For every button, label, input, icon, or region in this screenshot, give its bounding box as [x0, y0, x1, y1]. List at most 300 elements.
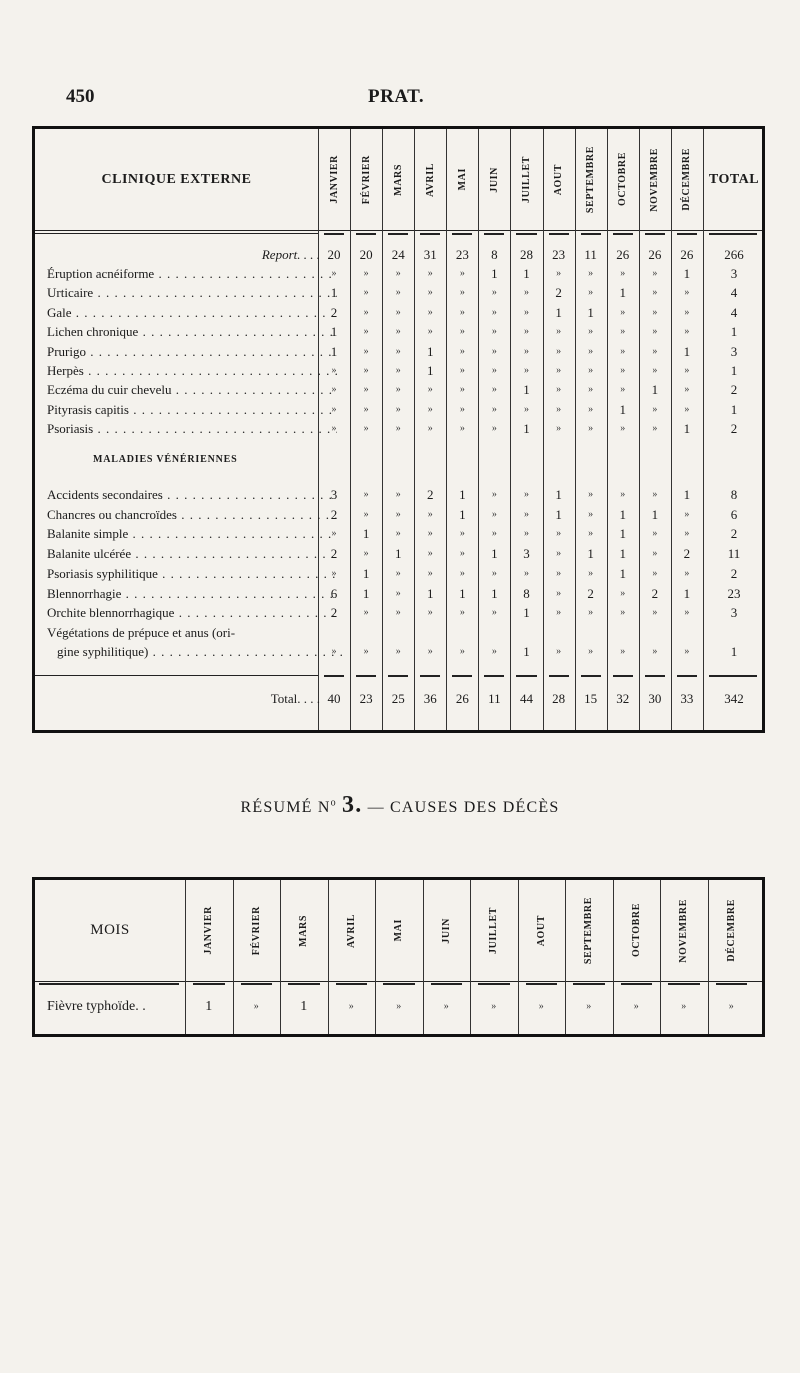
month-header-cell	[708, 880, 756, 981]
table-cell: »	[363, 384, 369, 396]
table-cell: »	[427, 528, 433, 540]
month-header: JANVIER	[328, 155, 340, 204]
table-cell: »	[427, 268, 433, 279]
month-header: DÉCEMBRE	[725, 899, 737, 962]
table-cell: »	[363, 607, 369, 619]
table-cell: »	[459, 528, 465, 540]
table-cell: 26	[648, 247, 662, 262]
column-dash	[677, 233, 697, 235]
table-cell: »	[728, 1001, 734, 1012]
table-cell: »	[427, 567, 433, 579]
row-total: 4	[730, 304, 738, 320]
table-cell: »	[459, 345, 465, 357]
table-cell: 2	[330, 304, 338, 320]
table-cell: 1	[587, 304, 594, 320]
table-cell: 1	[651, 506, 659, 522]
table-cell: 3	[330, 487, 338, 502]
table-cell: »	[556, 646, 562, 657]
row-label: Fièvre typhoïde. .	[47, 999, 146, 1014]
table-cell: »	[363, 326, 369, 338]
month-header: OCTOBRE	[617, 152, 629, 207]
table-row	[35, 506, 762, 524]
table-cell: 1	[459, 585, 466, 601]
month-header-cell	[607, 129, 639, 230]
table-cell: »	[588, 268, 594, 279]
column-dash	[39, 983, 179, 985]
table-cell: 32	[616, 691, 630, 706]
table-cell: 1	[651, 382, 659, 398]
table-cell: 1	[683, 421, 691, 437]
table-cell: 3	[523, 546, 530, 562]
table-cell: »	[491, 489, 497, 500]
table-cell: 1	[205, 999, 213, 1014]
table-cell: 1	[459, 487, 466, 502]
table-cell: »	[588, 423, 594, 435]
table-cell: 1	[683, 343, 691, 359]
mois-header: MOIS	[90, 922, 130, 938]
table-cell: 26	[455, 691, 469, 706]
table-cell: »	[588, 607, 594, 619]
table-cell: »	[395, 567, 401, 579]
table-cell: 26	[680, 247, 694, 262]
row-total: 1	[730, 363, 738, 378]
column-dash	[526, 983, 558, 985]
table-cell: 1	[330, 343, 338, 359]
table-cell: 1	[619, 565, 626, 581]
row-label: Balanite ulcérée . . .	[47, 545, 337, 563]
table-cell: »	[620, 345, 626, 357]
table-cell: 23	[455, 247, 469, 262]
table-row	[35, 998, 762, 1016]
table-cell: »	[588, 384, 594, 396]
table-cell: 20	[327, 247, 341, 262]
table-cell: 1	[619, 546, 626, 562]
row-label: Eczéma du cuir chevelu . . .	[47, 381, 337, 399]
table-cell: »	[459, 548, 465, 560]
row-total: 2	[730, 526, 738, 542]
table-cell: »	[459, 646, 465, 657]
table-row	[35, 420, 762, 438]
table-cell: 44	[520, 691, 533, 706]
table-cell: »	[427, 508, 433, 520]
table-cell: 25	[391, 691, 405, 706]
table-cell: 1	[619, 526, 626, 542]
month-header: FÉVRIER	[250, 905, 262, 956]
table-cell: »	[620, 587, 626, 599]
column-dash	[452, 233, 472, 235]
table-row	[35, 585, 762, 603]
table-cell: »	[588, 567, 594, 579]
table-cell: 1	[362, 565, 370, 581]
table-cell: 1	[427, 343, 434, 359]
column-dash	[549, 675, 569, 677]
total-header-cell	[703, 129, 765, 230]
table-cell: 15	[584, 691, 598, 706]
table-cell: »	[395, 345, 401, 357]
table-cell: »	[253, 1001, 259, 1012]
table-cell: »	[556, 365, 562, 376]
column-dash	[356, 675, 376, 677]
table-cell: 23	[552, 247, 566, 262]
resume-prefix: RÉSUMÉ N	[240, 799, 331, 816]
table-cell: 6	[330, 585, 338, 601]
table-header	[35, 880, 762, 982]
table-cell: »	[556, 528, 562, 540]
column-dash	[336, 983, 368, 985]
column-dash	[288, 983, 320, 985]
table-cell: »	[652, 403, 658, 415]
table-cell: 1	[523, 605, 530, 621]
table-cell: »	[395, 508, 401, 520]
table-cell: 30	[648, 691, 662, 706]
table-cell: »	[491, 607, 497, 619]
column-dash	[484, 675, 504, 677]
table-cell: »	[652, 423, 658, 435]
row-label: gine syphilitique) . . .	[57, 643, 347, 661]
table-cell: 1	[427, 585, 434, 601]
table-cell: »	[556, 607, 562, 619]
row-total: 2	[730, 421, 738, 437]
table-cell: »	[588, 489, 594, 500]
table-cell: 1	[427, 363, 434, 378]
table-cell: »	[491, 306, 497, 318]
month-header: JUILLET	[488, 907, 500, 954]
row-label: Report. . . .	[261, 247, 320, 262]
table-cell: »	[395, 607, 401, 619]
table-cell: »	[331, 528, 337, 540]
table-cell: 1	[491, 546, 498, 562]
column-dash	[613, 233, 633, 235]
table-cell: 2	[587, 585, 594, 601]
table-cell: »	[427, 548, 433, 560]
table-row	[35, 486, 762, 504]
table-cell: 1	[523, 266, 530, 281]
column-dash	[573, 983, 605, 985]
table-cell: »	[620, 268, 626, 279]
table-cell: »	[459, 326, 465, 338]
table-cell: »	[459, 365, 465, 376]
table-cell: 20	[359, 247, 373, 262]
table-cell: 1	[555, 304, 562, 320]
table-cell: »	[427, 306, 433, 318]
row-total: 2	[730, 382, 738, 398]
column-dash	[324, 233, 344, 235]
table-cell: »	[556, 326, 562, 338]
table-cell: »	[459, 567, 465, 579]
section-title: MALADIES VÉNÉRIENNES	[93, 454, 238, 465]
table-cell: »	[684, 365, 690, 376]
table-cell: »	[459, 268, 465, 279]
table-cell: »	[652, 365, 658, 376]
table-cell: 1	[619, 506, 626, 522]
table-cell: »	[620, 607, 626, 619]
table-cell: »	[556, 403, 562, 415]
row-total: 3	[730, 266, 738, 281]
table-cell: »	[491, 1001, 497, 1012]
table-cell: »	[331, 268, 337, 279]
table-cell: 1	[555, 506, 562, 522]
table-cell: »	[684, 306, 690, 318]
table-cell: 1	[683, 266, 691, 281]
row-label: Psoriasis syphilitique . . .	[47, 565, 337, 583]
table-cell: »	[331, 365, 337, 376]
table-cell: 1	[619, 285, 626, 301]
table-cell: »	[459, 306, 465, 318]
table-cell: »	[684, 384, 690, 396]
table-cell: »	[652, 607, 658, 619]
column-dash	[388, 233, 408, 235]
table-cell: »	[427, 423, 433, 435]
running-title: PRAT.	[368, 86, 425, 107]
total-header: TOTAL	[708, 171, 760, 187]
table-cell: »	[491, 403, 497, 415]
table-cell: 2	[683, 546, 691, 562]
table-cell: »	[652, 306, 658, 318]
column-dash	[645, 233, 665, 235]
month-header: SEPTEMBRE	[583, 896, 595, 965]
table-cell: 8	[491, 247, 498, 262]
table-row	[35, 565, 762, 583]
row-total: 3	[730, 343, 738, 359]
table-cell: 11	[584, 247, 597, 262]
month-header: JUIN	[488, 166, 500, 193]
table-cell: 1	[523, 421, 530, 437]
table-cell: »	[524, 528, 529, 540]
rule	[35, 675, 318, 676]
table-cell: »	[427, 384, 433, 396]
table-cell: »	[395, 423, 401, 435]
resume-number: 3.	[342, 792, 363, 818]
row-total: 23	[727, 585, 741, 601]
row-label: Herpès . . .	[47, 362, 337, 380]
table-cell: »	[588, 365, 594, 376]
month-header-cell	[613, 880, 661, 981]
table-cell: »	[684, 326, 690, 338]
column-dash	[516, 233, 536, 235]
table-cell: »	[620, 423, 626, 435]
table-cell: »	[363, 646, 369, 657]
month-header: AVRIL	[424, 162, 436, 197]
month-header: NOVEMBRE	[649, 147, 661, 212]
table-cell: »	[331, 403, 337, 415]
table-title-cell	[35, 129, 318, 230]
table-cell: »	[684, 646, 690, 657]
table-cell: »	[524, 287, 529, 299]
table-cell: »	[459, 607, 465, 619]
table-cell: »	[633, 1001, 639, 1012]
table-cell: »	[491, 646, 497, 657]
table-cell: »	[427, 607, 433, 619]
table-cell: »	[395, 268, 401, 279]
table-cell: »	[363, 268, 369, 279]
month-header: FÉVRIER	[360, 154, 372, 205]
resume-title: — CAUSES DES DÉCÈS	[367, 799, 560, 816]
table-cell: »	[491, 508, 497, 520]
month-header: AOUT	[553, 163, 565, 196]
table-cell: »	[363, 306, 369, 318]
table-row	[35, 381, 762, 399]
column-dash	[193, 983, 225, 985]
month-header-cell	[185, 880, 233, 981]
table-cell: »	[620, 365, 626, 376]
table-cell: 1	[523, 644, 530, 659]
table-cell: »	[459, 423, 465, 435]
table-cell: 2	[330, 546, 338, 562]
table-cell: »	[588, 646, 594, 657]
table-cell: »	[491, 567, 497, 579]
row-label: Végétations de prépuce et anus (ori-	[47, 625, 236, 640]
row-label: Urticaire . . .	[47, 284, 337, 302]
table-cell: »	[363, 423, 369, 435]
table-cell: 1	[619, 401, 626, 417]
table-cell: 1	[459, 506, 466, 522]
table-cell: 1	[523, 382, 530, 398]
month-header: DÉCEMBRE	[681, 148, 693, 211]
table-cell: 26	[616, 247, 630, 262]
month-header: JANVIER	[203, 906, 215, 955]
month-header: JUILLET	[521, 156, 532, 203]
table-cell: »	[684, 528, 690, 540]
table-cell: »	[652, 287, 658, 299]
table-cell: »	[363, 403, 369, 415]
table-cell: »	[684, 567, 690, 579]
month-header: OCTOBRE	[630, 903, 642, 958]
month-header-cell	[414, 129, 446, 230]
table-cell: »	[556, 587, 562, 599]
table-cell: »	[427, 646, 433, 657]
table-header	[35, 129, 762, 231]
month-header: MARS	[298, 914, 310, 947]
row-total: 8	[730, 487, 738, 502]
table-cell: »	[363, 508, 369, 520]
month-header-cell	[328, 880, 376, 981]
table-cell: »	[395, 287, 401, 299]
table-cell: »	[620, 306, 626, 318]
table-cell: »	[524, 403, 529, 415]
total-row	[35, 690, 762, 708]
table-cell: »	[620, 646, 626, 657]
month-header-cell	[446, 129, 478, 230]
column-dash	[356, 233, 376, 235]
table-cell: 36	[423, 691, 437, 706]
row-label: Total. . . .	[270, 691, 320, 706]
column-dash	[581, 233, 601, 235]
table-cell: »	[395, 403, 401, 415]
row-total: 342	[724, 691, 744, 706]
table-cell: »	[652, 646, 658, 657]
row-total: 2	[730, 565, 738, 581]
month-header-cell	[470, 880, 518, 981]
table-cell: »	[491, 528, 497, 540]
row-label: Pityrasis capitis . . .	[47, 401, 337, 419]
month-header-cell	[478, 129, 510, 230]
table-title: CLINIQUE EXTERNE	[101, 171, 252, 187]
month-header-cell	[423, 880, 471, 981]
column-dash	[709, 233, 757, 235]
table-cell: »	[620, 384, 626, 396]
table-cell: »	[395, 306, 401, 318]
row-label: Blennorrhagie . . .	[47, 585, 337, 603]
table-cell: »	[363, 489, 369, 500]
table-cell: »	[588, 528, 594, 540]
table-cell: »	[395, 326, 401, 338]
row-total: 266	[724, 247, 744, 262]
table-cell: »	[652, 489, 658, 500]
table-cell: 1	[362, 585, 370, 601]
month-header: JUIN	[440, 917, 452, 944]
table-cell: »	[331, 646, 337, 657]
row-total: 4	[730, 285, 738, 301]
month-header-cell	[671, 129, 703, 230]
table-cell: »	[363, 345, 369, 357]
column-dash	[324, 675, 344, 677]
row-total: 1	[730, 644, 738, 659]
table-row	[35, 265, 762, 283]
column-dash	[709, 675, 757, 677]
table-cell: »	[652, 567, 658, 579]
table-cell: 1	[491, 266, 498, 281]
page-number: 450	[66, 86, 95, 107]
column-dash	[484, 233, 504, 235]
table-cell: »	[620, 489, 626, 500]
table-cell: 2	[330, 605, 338, 621]
month-header-cell	[233, 880, 281, 981]
row-label: Accidents secondaires . . .	[47, 486, 337, 504]
table-row	[35, 362, 762, 380]
month-header: AVRIL	[345, 913, 357, 948]
rule	[35, 233, 318, 234]
table-cell: »	[443, 1001, 449, 1012]
table-cell: »	[491, 326, 497, 338]
table-cell: »	[652, 345, 658, 357]
table-cell: »	[524, 306, 529, 318]
table-cell: »	[588, 287, 594, 299]
row-label: Éruption acnéiforme . . .	[47, 265, 337, 283]
table-cell: »	[556, 384, 562, 396]
month-header: SEPTEMBRE	[585, 145, 597, 214]
month-header-cell	[510, 129, 542, 230]
table-cell: »	[491, 384, 497, 396]
multiline-row	[35, 624, 762, 642]
table-cell: 33	[680, 691, 694, 706]
table-cell: 1	[491, 585, 498, 601]
table-cell: »	[363, 287, 369, 299]
table-cell: »	[652, 268, 658, 279]
table-cell: »	[395, 384, 401, 396]
table-cell: »	[652, 548, 658, 560]
row-label: Orchite blennorrhagique . . .	[47, 604, 337, 622]
table-cell: »	[556, 423, 562, 435]
table-cell: 1	[555, 487, 562, 502]
month-header-cell	[280, 880, 328, 981]
column-dash	[621, 983, 653, 985]
table-cell: »	[395, 528, 401, 540]
month-header-cell	[543, 129, 575, 230]
month-header-cell	[518, 880, 566, 981]
table-cell: »	[524, 489, 529, 500]
table-row	[35, 343, 762, 361]
table-cell: »	[395, 365, 401, 376]
row-label: Chancres ou chancroïdes . . .	[47, 506, 337, 524]
table-cell: »	[491, 345, 497, 357]
resume-ordinal: o	[330, 797, 337, 809]
table-cell: »	[684, 508, 690, 520]
row-total: 1	[730, 324, 738, 340]
table-cell: »	[459, 403, 465, 415]
table-cell: 8	[523, 585, 530, 601]
table-cell: 28	[552, 691, 566, 706]
table-cell: »	[524, 508, 529, 520]
